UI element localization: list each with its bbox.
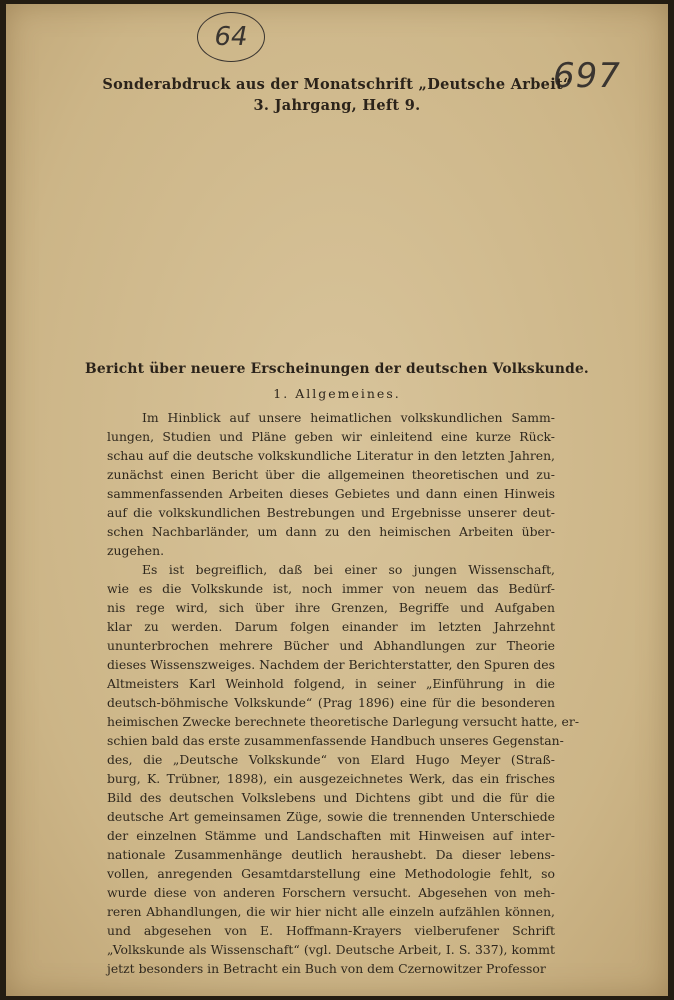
body-line: Im Hinblick auf unsere heimatlichen volkskundlichen Samm-	[142, 410, 555, 425]
body-line: ununterbrochen mehrere Bücher und Abhandlungen zur Theorie	[107, 638, 555, 653]
body-line: vollen, anregenden Gesamtdarstellung eine Methodologie fehlt, so	[107, 866, 555, 881]
body-line: deutsche Art gemeinsamen Züge, sowie die trennenden Unterschiede	[107, 809, 555, 824]
body-line: der einzelnen Stämme und Landschaften mit Hinweisen auf inter-	[107, 828, 555, 843]
article-title: Bericht über neuere Erscheinungen der deutschen Volkskunde.	[85, 361, 589, 377]
body-line: lungen, Studien und Pläne geben wir einleitend eine kurze Rück-	[107, 429, 555, 444]
handwritten-page-number: 697	[553, 56, 621, 96]
body-line: dieses Wissenszweiges. Nachdem der Berichterstatter, den Spuren des	[107, 657, 555, 672]
body-line: heimischen Zwecke berechnete theoretische Darlegung versucht hatte, er-	[107, 714, 579, 729]
section-heading: 1. Allgemeines.	[273, 386, 401, 401]
offprint-header-line1: Sonderabdruck aus der Monatschrift „Deutsche Arbeit“	[102, 76, 572, 93]
body-line: zugehen.	[107, 543, 165, 558]
body-line: deutsch-böhmische Volkskunde“ (Prag 1896) eine für die besonderen	[107, 695, 555, 710]
body-line: klar zu werden. Darum folgen einander im letzten Jahrzehnt	[107, 619, 555, 634]
body-line: Altmeisters Karl Weinhold folgend, in seiner „Einführung in die	[107, 676, 555, 691]
body-line: schen Nachbarländer, um dann zu den heimischen Arbeiten über-	[107, 524, 555, 539]
body-line: sammenfassenden Arbeiten dieses Gebietes und dann einen Hinweis	[107, 486, 555, 501]
body-line: Es ist begreiflich, daß bei einer so jungen Wissenschaft,	[142, 562, 555, 577]
body-line: Bild des deutschen Volkslebens und Dichtens gibt und die für die	[107, 790, 555, 805]
body-line: schau auf die deutsche volkskundliche Literatur in den letzten Jahren,	[107, 448, 555, 463]
body-line: und abgesehen von E. Hoffmann-Krayers vielberufener Schrift	[107, 923, 555, 938]
body-line: wurde diese von anderen Forschern versucht. Abgesehen von meh-	[107, 885, 555, 900]
body-line: schien bald das erste zusammenfassende Handbuch unseres Gegenstan-	[107, 733, 564, 748]
body-line: nationale Zusammenhänge deutlich heraushebt. Da dieser lebens-	[107, 847, 555, 862]
body-line: zunächst einen Bericht über die allgemeinen theoretischen und zu-	[107, 467, 555, 482]
body-line: reren Abhandlungen, die wir hier nicht alle einzeln aufzählen können,	[107, 904, 555, 919]
body-line: jetzt besonders in Betracht ein Buch von dem Czernowitzer Professor	[107, 961, 546, 976]
circled-number-text: 64	[214, 22, 248, 52]
offprint-header-line2: 3. Jahrgang, Heft 9.	[253, 97, 421, 114]
handwritten-circled-number	[197, 12, 265, 62]
body-line: auf die volkskundlichen Bestrebungen und Ergebnisse unserer deut-	[107, 505, 555, 520]
body-line: „Volkskunde als Wissenschaft“ (vgl. Deutsche Arbeit, I. S. 337), kommt	[107, 942, 555, 957]
body-line: des, die „Deutsche Volkskunde“ von Elard Hugo Meyer (Straß-	[107, 752, 555, 767]
body-line: nis rege wird, sich über ihre Grenzen, Begriffe und Aufgaben	[107, 600, 555, 615]
body-line: wie es die Volkskunde ist, noch immer von neuem das Bedürf-	[107, 581, 555, 596]
body-line: burg, K. Trübner, 1898), ein ausgezeichnetes Werk, das ein frisches	[107, 771, 555, 786]
